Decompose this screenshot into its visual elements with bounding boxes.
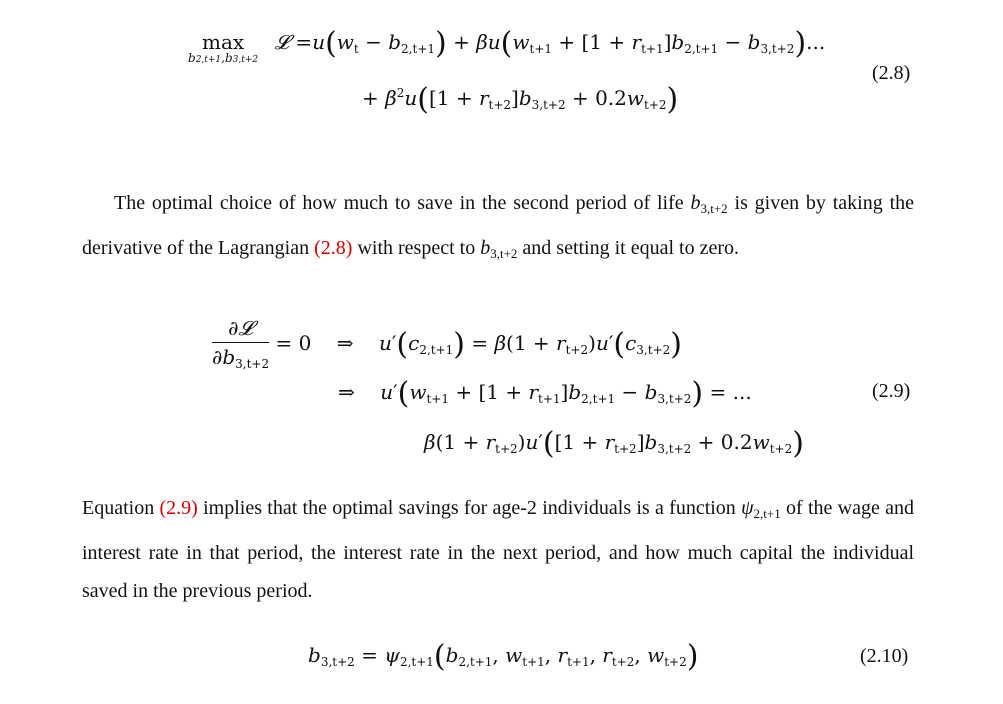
equation-number-2-10: (2.10) bbox=[860, 645, 909, 667]
equation-2-9-line-1: $\frac{\text{∂𝓛}}{\partial b_{3,t+2}}$ = 0 ⇒ $u'(c_{2,t+1}) = \beta(1 + r_{t+2})u'(c_{3,t+2})$ bbox=[212, 316, 682, 371]
lagrangian-objective: 𝓛 $=u(w_t - b_{2,t+1}) + \beta u(w_{t+1} + [1 + r_{t+1}]b_{2,t+1} - b_{3,t+2})$... bbox=[274, 26, 826, 61]
equation-ref-2-9[interactable]: (2.9) bbox=[159, 497, 198, 519]
paragraph-equation-implies: Equation (2.9) implies that the optimal savings for age-2 individuals is a function $\psi_{2,t+1}$ of the wage and interest rate in that period, the interest rate in the next period, and how much capital the individual saved in the previous period. bbox=[82, 497, 915, 602]
equation-2-10: $b_{3,t+2} = \psi_{2,t+1}(b_{2,t+1}$, $w_{t+1}$, $r_{t+1}$, $r_{t+2}$, $w_{t+2}$) bbox=[308, 639, 699, 674]
equation-2-8-line-1 bbox=[188, 26, 826, 66]
equation-number-2-8: (2.8) bbox=[872, 62, 911, 84]
max-operator bbox=[188, 30, 258, 66]
partial-derivative-fraction: $\frac{\text{∂𝓛}}{\partial b_{3,t+2}}$ bbox=[212, 316, 270, 371]
variable-psi: ψ bbox=[741, 497, 754, 519]
equation-number-2-9: (2.9) bbox=[872, 380, 911, 402]
equation-ref-2-8[interactable]: (2.8) bbox=[314, 236, 353, 259]
max-label: max bbox=[201, 30, 245, 54]
equation-2-9-line-2: ⇒ $u'(w_{t+1} + [1 + r_{t+1}]b_{2,t+1} - b_{3,t+2})$ = ... bbox=[338, 376, 752, 411]
paragraph-optimal-choice: The optimal choice of how much to save in the second period of life $b_{3,t+2}$ is given by taking the derivative of the Lagrangian (2.8) with respect to $b_{3,t+2}$ and setting it equal to zero. bbox=[82, 192, 915, 261]
variable-b3: b bbox=[690, 192, 701, 214]
equation-2-9-line-3: $\beta(1 + r_{t+2})u'([1 + r_{t+2}]b_{3,t+2} + 0.2w_{t+2})$ bbox=[424, 426, 804, 461]
equation-2-8-line-2: + $\beta^2u([1 + r_{t+2}]b_{3,t+2} + 0.2w_{t+2})$ bbox=[362, 82, 679, 117]
max-subscript: b2,t+1,b3,t+2 bbox=[188, 51, 259, 65]
